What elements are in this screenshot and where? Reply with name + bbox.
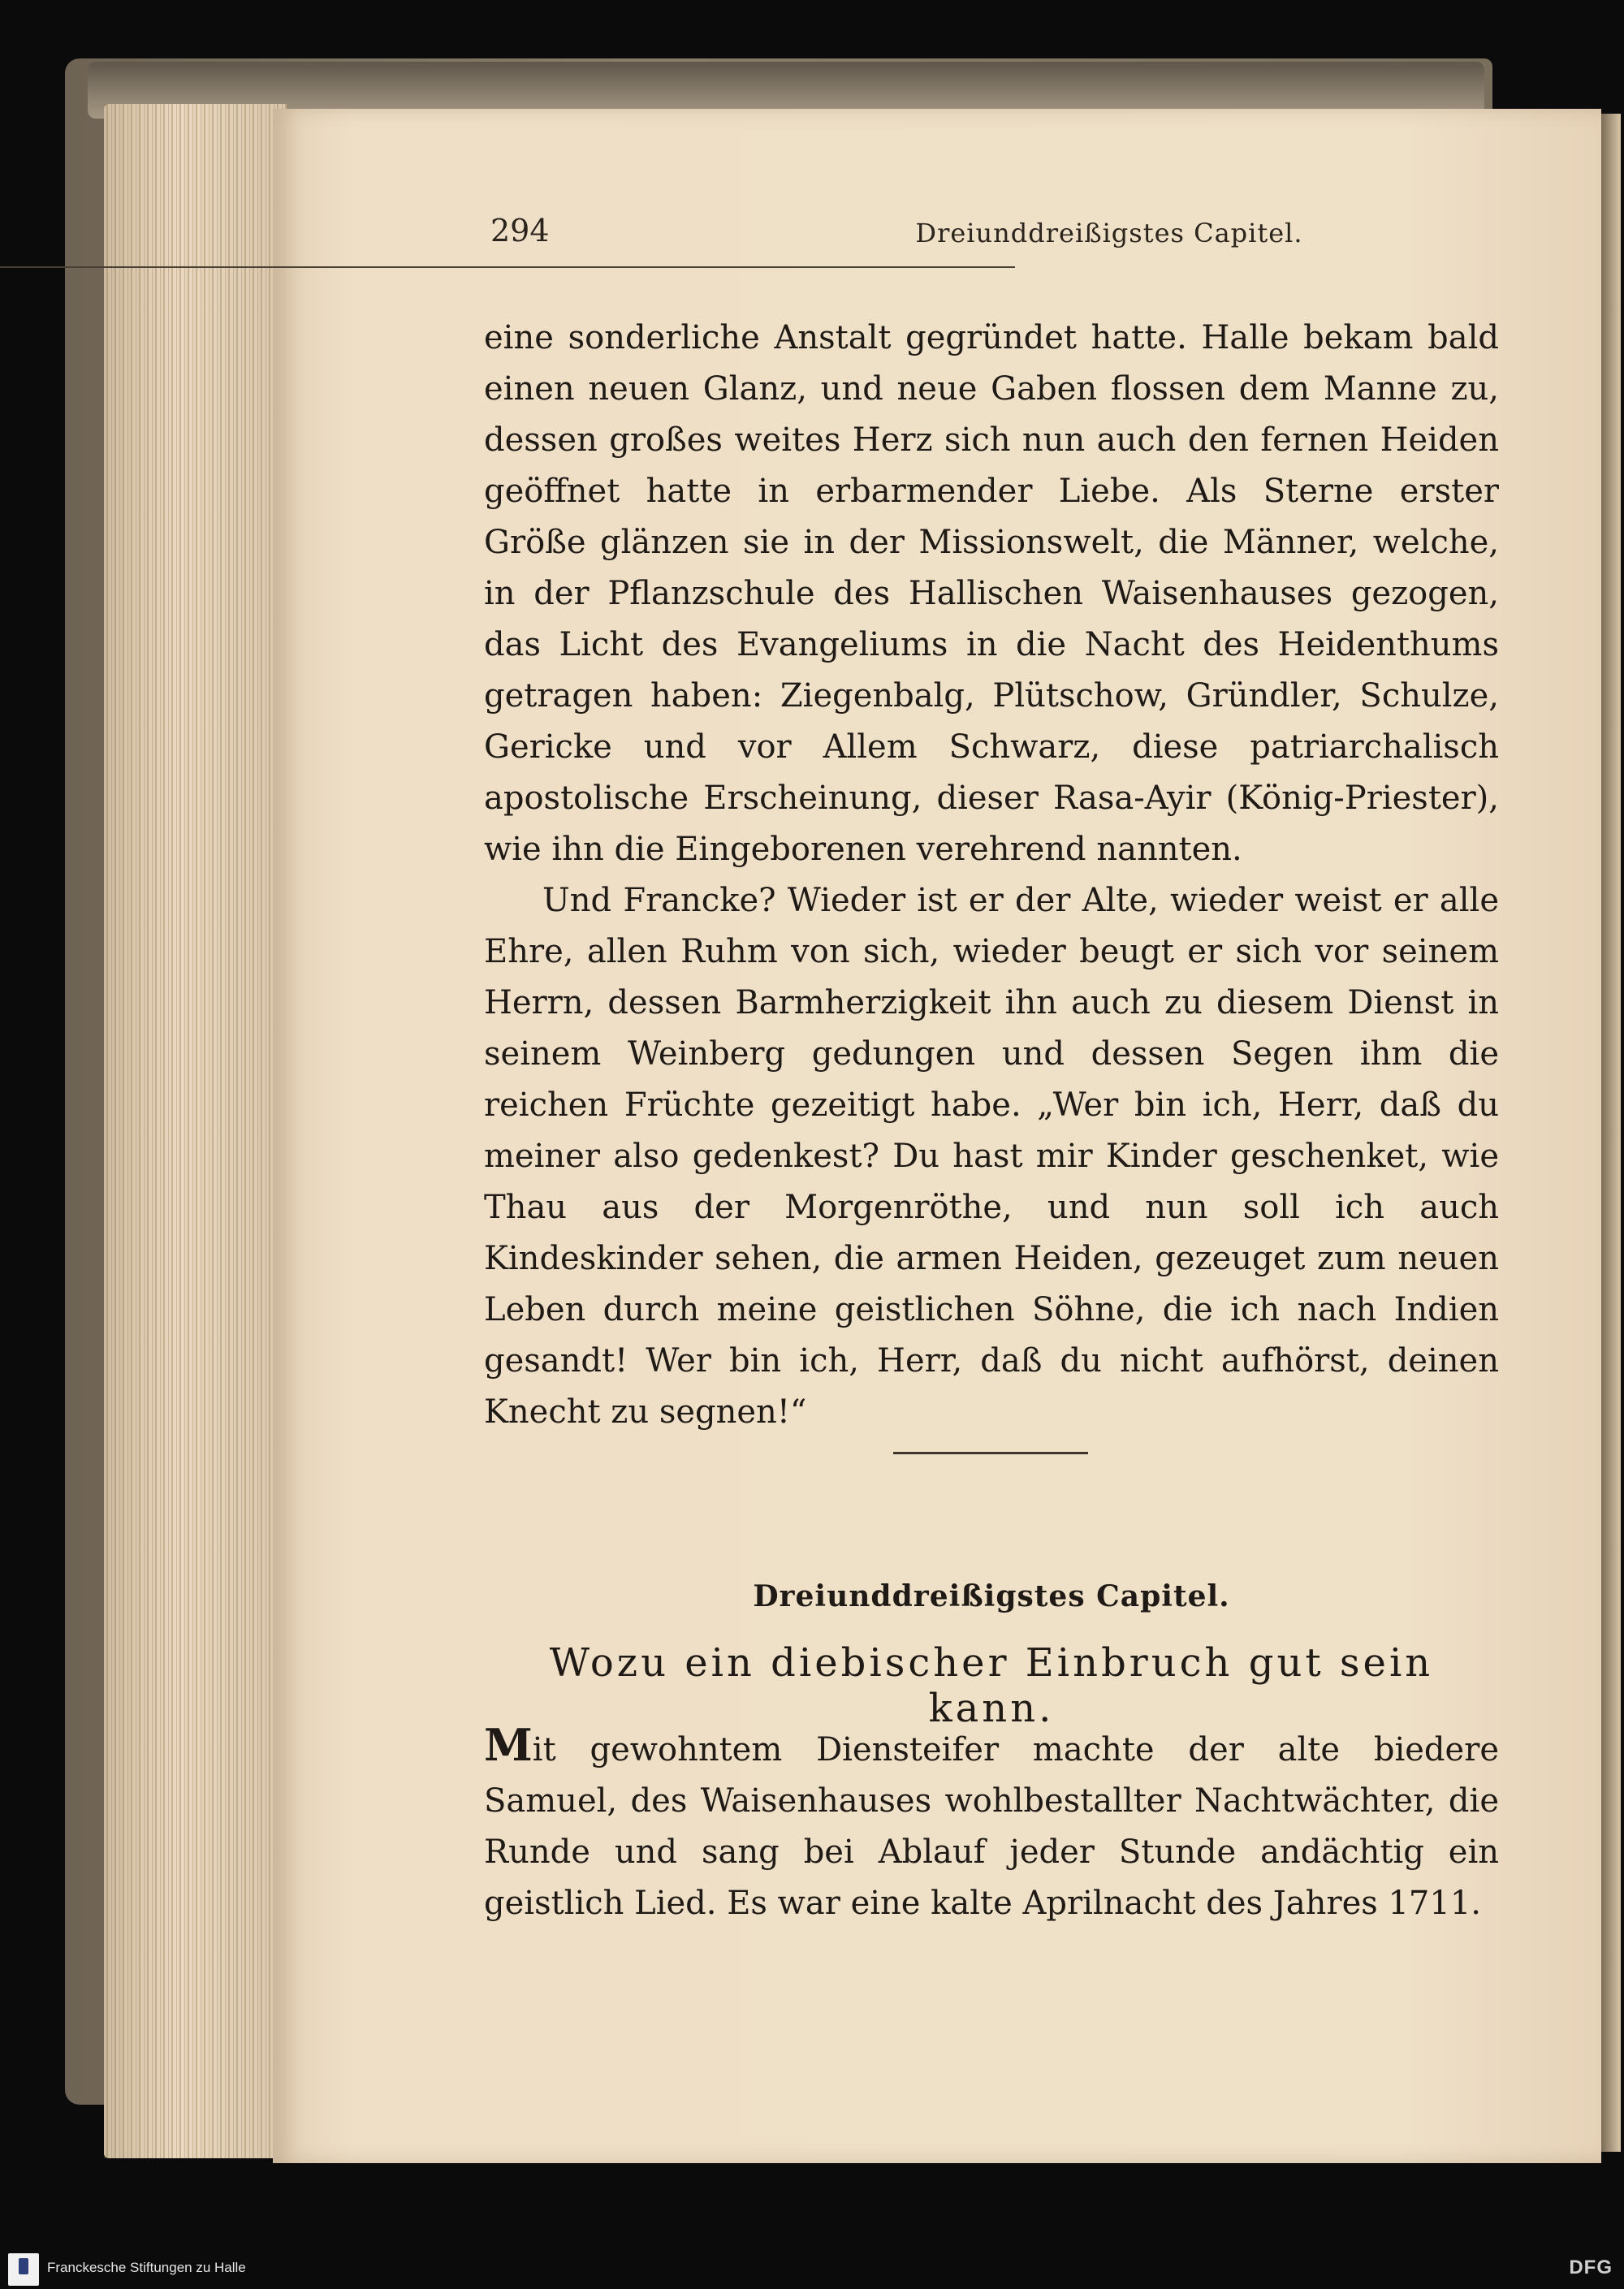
paragraph-1: eine sonderliche Anstalt gegründet hatte. Halle bekam bald einen neuen Glanz, und neue Gaben flossen dem Manne zu, dessen großes weites Herz sich nun auch den fernen Heiden geöffnet hatte in erbarmender Liebe. Als Sterne erster Größe glänzen sie in der Missionswelt, die Männer, welche, in der Pflanzschule des Hallischen Waisenhauses gezogen, das Licht des Evangeliums in die Nacht des Heidenthums getragen haben: Ziegenbalg, Plütschow, Gründler, Schulze, Gericke und vor Allem Schwarz, diese patriarchalisch apostolische Erscheinung, dieser Rasa-Ayir (König-Priester), wie ihn die Eingeborenen verehrend nannten. [484, 319, 1499, 868]
chapter-opening-paragraph [484, 1720, 1499, 1929]
dfg-logo: DFG [1569, 2257, 1613, 2278]
section-divider [893, 1452, 1088, 1454]
running-head [484, 213, 1499, 261]
chapter-opening-text [484, 1720, 1499, 1929]
paragraph-2: Und Francke? Wieder ist er der Alte, wieder weist er alle Ehre, allen Ruhm von sich, wieder beugt er sich vor seinem Herrn, dessen Barmherzigkeit ihn auch zu diesem Dienst in seinem Weinberg gedungen und dessen Segen ihm die reichen Früchte gezeitigt habe. „Wer bin ich, Herr, daß du meiner also gedenkest? Du hast mir Kinder geschenket, wie Thau aus der Morgenröthe, und nun soll ich auch Kindeskinder sehen, die armen Heiden, gezeuget zum neuen Leben durch meine geistlichen Söhne, die ich nach Indien gesandt! Wer bin ich, Herr, daß du nicht aufhörst, deinen Knecht zu segnen!“ [484, 882, 1499, 1431]
viewer-footer [0, 2250, 1624, 2289]
next-page-edge [1601, 114, 1621, 2152]
page-edges-shading [104, 104, 287, 2158]
chapter-opening-body: it gewohntem Diensteifer machte der alte biedere Samuel, des Waisenhauses wohlbestallter Nachtwächter, die Runde und sang bei Ablauf jeder Stunde andächtig ein geistlich Lied. Es war eine kalte Aprilnacht des Jahres 1711. [484, 1731, 1499, 1922]
institution-name[interactable]: Franckesche Stiftungen zu Halle [47, 2260, 246, 2275]
running-head-rule [0, 266, 1015, 268]
chapter-title: Wozu ein diebischer Einbruch gut sein kann. [549, 1640, 1434, 1731]
chapter-label: Dreiunddreißigstes Capitel. [753, 1579, 1230, 1613]
drop-cap: M [484, 1719, 533, 1771]
body-text [484, 313, 1499, 1438]
running-head-title: Dreiunddreißigstes Capitel. [915, 218, 1303, 248]
page-number: 294 [490, 213, 550, 248]
institution-logo-icon [8, 2253, 39, 2286]
